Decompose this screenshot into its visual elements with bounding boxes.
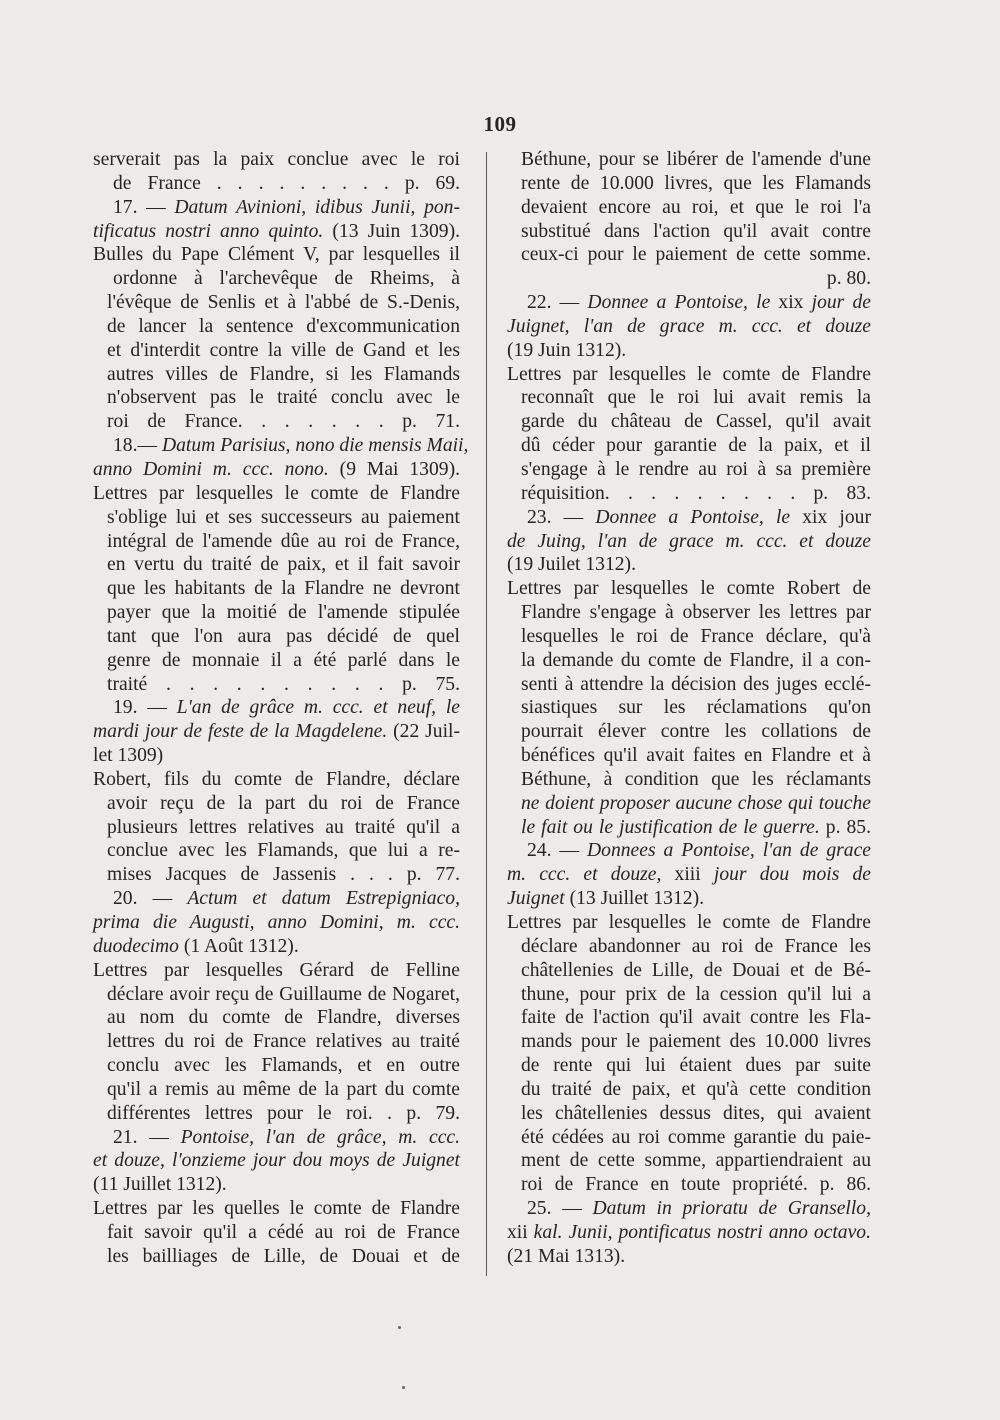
- text-line: au nom du comte de Flandre, diverses: [107, 1007, 460, 1029]
- text-line: Lettres par lesquelles le comte de Flandre: [93, 482, 460, 504]
- text-line: de France . . . . . . . . . p. 69.: [113, 172, 460, 194]
- text-line: Robert, fils du comte de Flandre, déclare: [93, 768, 460, 790]
- text-line: ceux-ci pour le paiement de cette somme.: [521, 244, 871, 266]
- text-line: bénéfices qu'il avait faites en Flandre et à: [521, 745, 871, 767]
- text-line: ne doient proposer aucune chose qui touche: [521, 792, 871, 814]
- text-line: de lancer la sentence d'excommunication: [107, 315, 460, 337]
- text-line: Béthune, pour se libérer de l'amende d'une: [521, 149, 871, 170]
- right-column: [507, 148, 871, 1269]
- entry-heading: (19 Juin 1312).: [507, 339, 627, 361]
- entry-heading: duodecimo (1 Août 1312).: [93, 935, 299, 957]
- entry-heading: de Juing, l'an de grace m. ccc. et douze: [507, 530, 871, 552]
- entry-heading: 17. — Datum Avinioni, idibus Junii, pon-: [113, 196, 460, 218]
- text-line: tant que l'on aura pas décidé de quel: [107, 625, 460, 647]
- text-line: intégral de l'amende dûe au roi de France,: [107, 530, 460, 552]
- text-line: Lettres par lesquelles le comte de Flandre: [507, 912, 871, 933]
- paper-speck: [398, 1326, 401, 1329]
- page-number: 109: [483, 112, 517, 136]
- text-line: thune, pour prix de la cession qu'il lui a: [521, 983, 871, 1005]
- text-line: réquisition. . . . . . . . . p. 83.: [521, 482, 871, 504]
- text-line: s'oblige lui et ses successeurs au paiement: [107, 506, 460, 528]
- text-line: conclue avec les Flamands, que lui a re-: [107, 840, 460, 862]
- entry-heading: mardi jour de feste de la Magdelene. (22 Juil-: [93, 721, 461, 743]
- text-line: garde du château de Cassel, qu'il avait: [521, 411, 871, 433]
- text-line: mises Jacques de Jassenis . . . p. 77.: [107, 864, 460, 886]
- entry-heading: 21. — Pontoise, l'an de grâce, m. ccc.: [113, 1126, 460, 1148]
- text-line: déclare abandonner au roi de France les: [521, 935, 871, 957]
- entry-heading: (21 Mai 1313).: [507, 1245, 626, 1267]
- text-line: Béthune, à condition que les réclamants: [521, 768, 871, 790]
- text-line: l'évêque de Senlis et à l'abbé de S.-Denis,: [107, 292, 460, 314]
- text-line: le fait ou le justification de le guerre. p. 85.: [521, 816, 872, 838]
- entry-heading: et douze, l'onzieme jour dou moys de Juignet: [93, 1150, 460, 1172]
- text-line: Flandre s'engage à observer les lettres par: [521, 602, 871, 624]
- text-line: senti à attendre la décision des juges ecclé-: [521, 673, 871, 695]
- text-line: devaient encore au roi, et que le roi l'a: [521, 196, 871, 218]
- entry-heading: Juignet, l'an de grace m. ccc. et douze: [507, 315, 871, 337]
- text-line: qu'il a remis au même de la part du comte: [107, 1078, 460, 1100]
- entry-heading: let 1309): [93, 745, 164, 767]
- text-line: que les habitants de la Flandre ne devront: [107, 578, 460, 600]
- entry-heading: 24. — Donnees a Pontoise, l'an de grace: [527, 840, 871, 862]
- text-line: pourrait élever contre les collations de: [521, 721, 871, 743]
- entry-heading: (11 Juillet 1312).: [93, 1174, 227, 1196]
- text-line: Lettres par lesquelles Gérard de Felline: [93, 959, 460, 981]
- entry-heading: 22. — Donnee a Pontoise, le xix jour de: [527, 292, 871, 314]
- entry-heading: prima die Augusti, anno Domini, m. ccc.: [93, 912, 460, 933]
- entry-heading: m. ccc. et douze, xiii jour dou mois de: [507, 864, 871, 886]
- text-line: la demande du comte de Flandre, il a con-: [521, 649, 871, 671]
- left-column: [93, 148, 469, 1269]
- text-line: du traité de paix, et qu'à cette condition: [521, 1078, 871, 1100]
- text-line: reconnaît que le roi lui avait remis la: [521, 387, 871, 409]
- entry-heading: xii kal. Junii, pontificatus nostri anno octavo.: [507, 1221, 871, 1243]
- text-line: roi de France en toute propriété. p. 86.: [521, 1174, 871, 1196]
- text-line: rente de 10.000 livres, que les Flamands: [521, 172, 871, 194]
- text-line: s'engage à le rendre au roi à sa première: [521, 458, 871, 480]
- text-line: et d'interdit contre la ville de Gand et les: [107, 339, 460, 361]
- text-line: siastiques sur les réclamations qu'on: [521, 697, 871, 719]
- text-line: ment de cette somme, appartiendraient au: [521, 1150, 871, 1172]
- text-line: en vertu du traité de paix, et il fait savoir: [107, 554, 460, 576]
- text-line: déclare avoir reçu de Guillaume de Nogaret,: [107, 983, 460, 1005]
- text-line: n'observent pas le traité conclu avec le: [107, 387, 460, 409]
- entry-heading: 18.— Datum Parisius, nono die mensis Maii,: [113, 435, 469, 457]
- text-line: Bulles du Pape Clément V, par lesquelles il: [93, 244, 460, 266]
- text-line: Lettres par lesquelles le comte de Flandre: [507, 363, 871, 385]
- entry-heading: 23. — Donnee a Pontoise, le xix jour: [527, 506, 871, 528]
- text-line: différentes lettres pour le roi. . p. 79.: [107, 1102, 460, 1124]
- entry-heading: 20. — Actum et datum Estrepigniaco,: [113, 888, 460, 910]
- text-line: plusieurs lettres relatives au traité qu'il a: [107, 816, 460, 838]
- text-line: ordonne à l'archevêque de Rheims, à: [113, 268, 460, 290]
- text-line: Lettres par les quelles le comte de Flandre: [93, 1198, 460, 1220]
- text-line: faite de l'action qu'il avait contre les Fla-: [521, 1007, 871, 1029]
- entry-heading: tificatus nostri anno quinto. (13 Juin 1309).: [93, 220, 460, 242]
- entry-heading: 25. — Datum in prioratu de Gransello,: [527, 1198, 871, 1220]
- text-line: traité . . . . . . . . . . p. 75.: [107, 673, 460, 695]
- text-line: de rente qui lui étaient dues par suite: [521, 1055, 871, 1077]
- text-line: fait savoir qu'il a cédé au roi de France: [107, 1221, 460, 1243]
- text-line: été cédées au roi comme garantie du paie-: [521, 1126, 871, 1148]
- text-line: roi de France. . . . . . . p. 71.: [107, 411, 460, 433]
- entry-heading: 19. — L'an de grâce m. ccc. et neuf, le: [113, 697, 460, 719]
- entry-heading: anno Domini m. ccc. nono. (9 Mai 1309).: [93, 458, 460, 480]
- text-line: les châtellenies dessus dites, qui avaient: [521, 1102, 871, 1124]
- entry-heading: (19 Juilet 1312).: [507, 554, 636, 576]
- paper-speck: [402, 1386, 405, 1389]
- text-line: châtellenies de Lille, de Douai et de Bé-: [521, 959, 871, 981]
- text-line: conclu avec les Flamands, et en outre: [107, 1055, 460, 1077]
- text-line: Lettres par lesquelles le comte Robert de: [507, 578, 871, 600]
- column-divider: [486, 152, 487, 1276]
- text-line: avoir reçu de la part du roi de France: [107, 792, 460, 814]
- text-line: p. 80.: [826, 268, 871, 290]
- text-line: les bailliages de Lille, de Douai et de: [107, 1245, 460, 1267]
- text-line: autres villes de Flandre, si les Flamands: [107, 363, 460, 385]
- text-line: payer que la moitié de l'amende stipulée: [107, 602, 460, 624]
- text-line: lettres du roi de France relatives au traité: [107, 1031, 460, 1053]
- text-line: dû céder pour garantie de la paix, et il: [521, 435, 871, 457]
- text-line: genre de monnaie il a été parlé dans le: [107, 649, 460, 671]
- text-line: substitué dans l'action qu'il avait contre: [521, 220, 871, 242]
- text-line: serverait pas la paix conclue avec le roi: [93, 149, 460, 170]
- text-line: lesquelles le roi de France déclare, qu'à: [521, 625, 871, 647]
- entry-heading: Juignet (13 Juillet 1312).: [507, 888, 704, 910]
- text-line: mands pour le paiement des 10.000 livres: [521, 1031, 871, 1053]
